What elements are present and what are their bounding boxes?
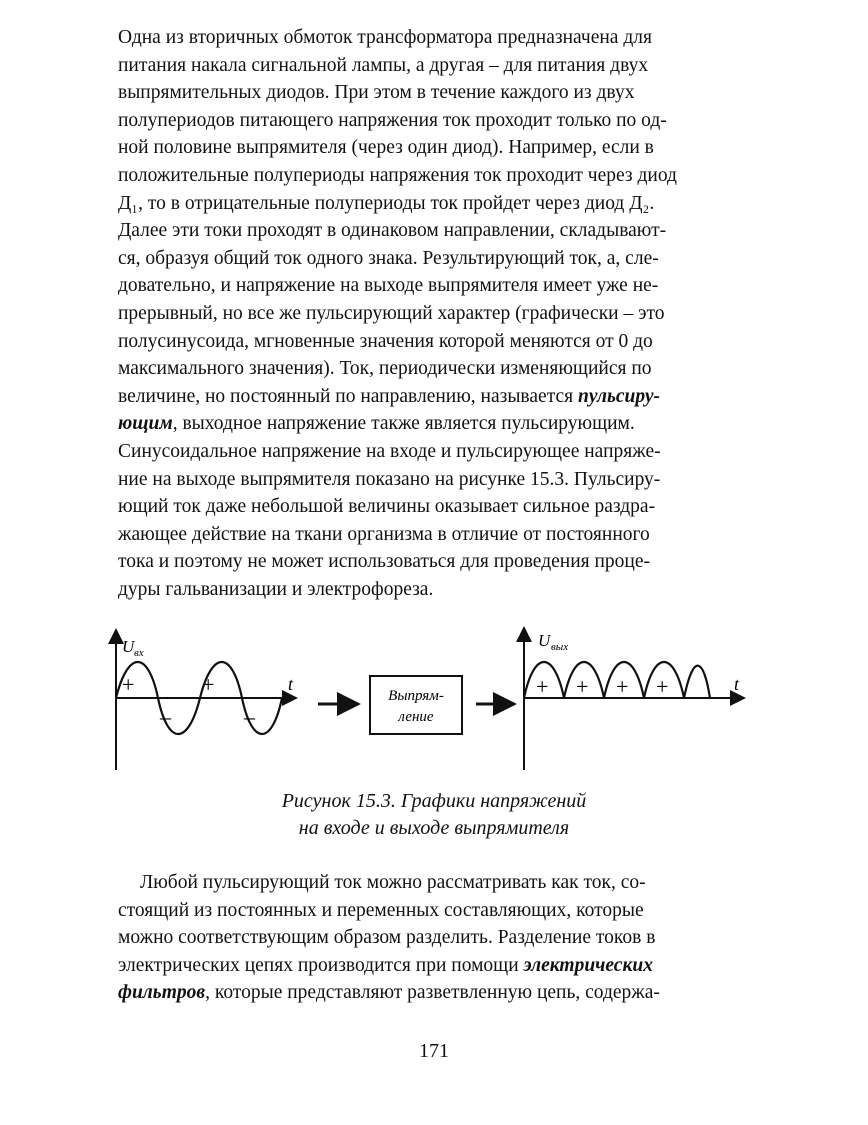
text-fragment: , которые представляют разветвленную цепь, содержа- [205, 982, 660, 1004]
text-line [118, 979, 758, 1007]
figure-rectifier-graphs [106, 620, 756, 780]
text-line: максимального значения). Ток, периодически изменяющийся по [118, 358, 652, 380]
text-line: Д₁, то в отрицательные полупериоды ток пройдет через диод Д₂. [118, 192, 655, 214]
text-line: ся, образуя общий ток одного знака. Результирующий ток, а, сле- [118, 247, 659, 269]
text-line: полупериодов питающего напряжения ток проходит только по од- [118, 109, 667, 131]
term-filters: электрических [523, 954, 653, 976]
output-plus-sign: + [576, 674, 589, 699]
input-plus-sign: + [122, 672, 135, 697]
output-plus-sign: + [536, 674, 549, 699]
text-line: Синусоидальное напряжение на входе и пульсирующее напряже- [118, 440, 661, 462]
text-fragment: величине, но постоянный по направлению, называется [118, 385, 578, 407]
text-line: можно соответствующим образом разделить. Разделение токов в [118, 927, 656, 949]
text-line: ной половине выпрямителя (через один диод). Например, если в [118, 137, 654, 159]
term-pulsing: пульсиру- [577, 385, 661, 407]
figure-svg [106, 620, 756, 780]
input-axis-subscript: вх [134, 647, 144, 659]
text-line [118, 383, 758, 411]
input-time-label: t [288, 674, 294, 694]
page-number: 171 [419, 1040, 449, 1062]
text-line: стоящий из постоянных и переменных составляющих, которые [118, 899, 644, 921]
text-line: Любой пульсирующий ток можно рассматривать как ток, со- [140, 872, 646, 893]
text-line: тока и поэтому не может использоваться для проведения проце- [118, 551, 651, 573]
input-minus-sign: – [160, 704, 171, 729]
text-line: положительные полупериоды напряжения ток проходит через диод [118, 164, 677, 186]
text-line: полусинусоида, мгновенные значения которой меняются от 0 до [118, 330, 653, 352]
figure-caption: на входе и выходе выпрямителя [298, 817, 570, 839]
paragraph-filters [118, 869, 758, 1007]
output-axis-subscript: вых [551, 641, 569, 653]
text-line: прерывный, но все же пульсирующий характер (графически – это [118, 302, 665, 324]
output-graph [524, 628, 744, 770]
text-line: Далее эти токи проходят в одинаковом направлении, складывают- [118, 220, 667, 242]
input-graph [116, 630, 296, 770]
text-line: дуры гальванизации и электрофореза. [118, 578, 434, 600]
rectifier-block [370, 676, 462, 734]
input-axis-label: U [122, 637, 135, 656]
output-time-label: t [734, 674, 740, 694]
text-line [118, 952, 758, 980]
rectifier-label: ление [398, 709, 434, 725]
term-filters-end: фильтров [118, 982, 206, 1004]
term-pulsing-end: ющим [118, 413, 173, 435]
text-fragment: , выходное напряжение также является пульсирующим. [172, 413, 635, 435]
text-fragment: электрических цепях производится при помощи [118, 954, 524, 976]
text-line: довательно, и напряжение на выходе выпрямителя имеет уже не- [118, 275, 659, 297]
output-plus-sign: + [616, 674, 629, 699]
rectifier-label: Выпрям- [388, 688, 444, 704]
text-line: питания накала сигнальной лампы, а другая – для питания двух [118, 54, 649, 76]
input-minus-sign: – [244, 704, 255, 729]
text-line: выпрямительных диодов. При этом в течение каждого из двух [118, 82, 635, 104]
text-line: ние на выходе выпрямителя показано на рисунке 15.3. Пульсиру- [118, 468, 661, 490]
text-line: ющий ток даже небольшой величины оказывает сильное раздра- [118, 496, 656, 518]
figure-caption: Рисунок 15.3. Графики напряжений [281, 790, 587, 812]
paragraph-rectifier [118, 24, 758, 603]
text-line: жающее действие на ткани организма в отличие от постоянного [118, 523, 650, 545]
input-plus-sign: + [202, 672, 215, 697]
text-line [118, 410, 758, 438]
text-line: Одна из вторичных обмоток трансформатора предназначена для [118, 27, 652, 48]
output-plus-sign: + [656, 674, 669, 699]
output-axis-label: U [538, 631, 551, 650]
